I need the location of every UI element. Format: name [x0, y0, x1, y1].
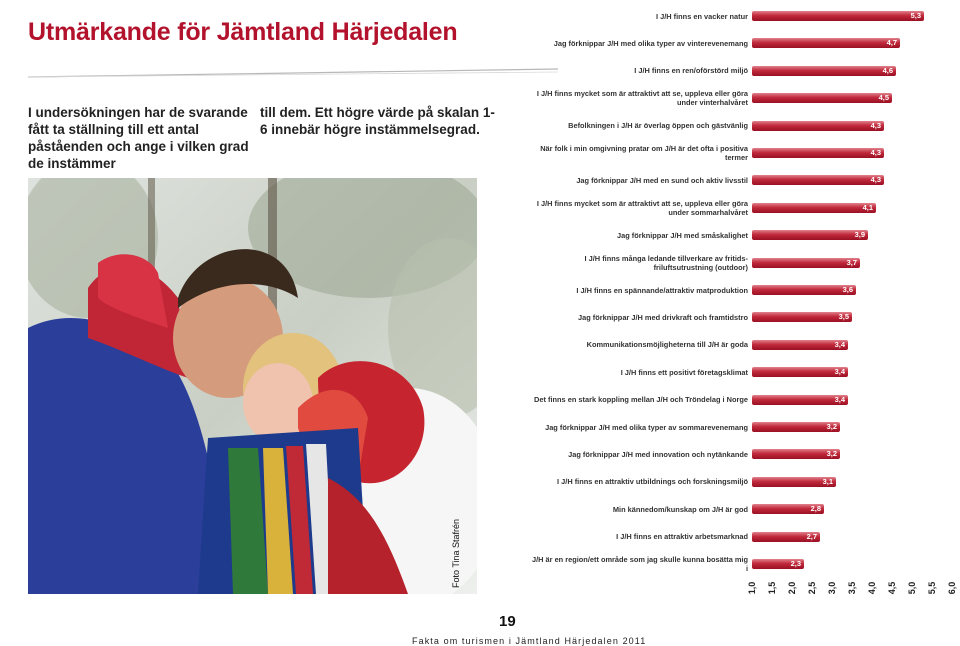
- bar-label: Jag förknippar J/H med olika typer av sommarevenemang: [545, 422, 748, 432]
- intro-text-left: I undersökningen har de svarande fått ta ställning till ett antal påståenden och ange i vilken grad de instämmer: [28, 105, 249, 171]
- x-axis-tick-label: 3,5: [847, 581, 857, 595]
- bar: [752, 285, 856, 295]
- bar-label: Min kännedom/kunskap om J/H är god: [612, 504, 748, 514]
- bar-label: Jag förknippar J/H med drivkraft och framtidstro: [577, 312, 748, 322]
- bar: [752, 148, 884, 158]
- bar: [752, 340, 848, 350]
- bar-value-label: 2,3: [790, 559, 801, 568]
- bar-label: I J/H finns mycket som är attraktivt att se, uppleva eller göra under vinterhalvåret: [536, 89, 748, 108]
- bar-label: Jag förknippar J/H med småskalighet: [616, 230, 748, 240]
- bar-label: J/H är en region/ett område som jag skulle kunna bosätta mig i: [531, 555, 748, 573]
- bar: [752, 422, 840, 432]
- bar-value-label: 4,1: [862, 202, 873, 212]
- bar: [752, 449, 840, 459]
- bar-value-label: 3,5: [838, 312, 849, 322]
- bar-label: I J/H finns en spännande/attraktiv matproduktion: [576, 285, 748, 295]
- bar-label: I J/H finns mycket som är attraktivt att se, uppleva eller göra under sommarhalvåret: [536, 198, 748, 217]
- bar-value-label: 3,4: [834, 339, 845, 349]
- bar-value-label: 3,2: [826, 449, 837, 459]
- bar-label: När folk i min omgivning pratar om J/H är det ofta i positiva termer: [540, 144, 748, 162]
- photo-credit: Foto Tina Stafrén: [451, 518, 461, 588]
- bar-value-label: 3,9: [854, 230, 865, 240]
- title-divider: [28, 68, 558, 78]
- bar-label: I J/H finns en attraktiv utbildnings och forskningsmiljö: [557, 477, 748, 487]
- bar-label: I J/H finns en vacker natur: [655, 11, 748, 21]
- bar-value-label: 2,8: [810, 504, 821, 514]
- x-axis-tick-label: 4,0: [867, 581, 877, 595]
- bar: [752, 93, 892, 103]
- bar: [752, 258, 860, 268]
- bar: [752, 367, 848, 377]
- bar-value-label: 4,5: [878, 93, 889, 103]
- bar-value-label: 4,3: [870, 175, 881, 185]
- intro-text-right: till dem. Ett högre värde på skalan 1-6 innebär högre instämmelsegrad.: [260, 105, 495, 137]
- bar: [752, 11, 924, 21]
- x-axis-tick-label: 2,5: [807, 581, 817, 595]
- bar: [752, 559, 804, 569]
- x-axis-tick-label: 1,0: [747, 581, 757, 595]
- bar-value-label: 4,3: [870, 120, 881, 130]
- bar: [752, 504, 824, 514]
- bar-value-label: 3,6: [842, 285, 853, 294]
- bar-value-label: 4,6: [882, 65, 893, 75]
- bar: [752, 121, 884, 131]
- bar-value-label: 4,3: [870, 148, 881, 157]
- bar-label: Jag förknippar J/H med olika typer av vinterevenemang: [553, 38, 748, 48]
- x-axis-tick-label: 2,0: [787, 581, 797, 595]
- bar: [752, 532, 820, 542]
- bar-label: Kommunikationsmöjligheterna till J/H är goda: [586, 340, 748, 350]
- page-footer: Fakta om turismen i Jämtland Härjedalen 2011: [412, 636, 647, 646]
- bar: [752, 230, 868, 240]
- bar: [752, 312, 852, 322]
- x-axis-tick-label: 1,5: [767, 581, 777, 595]
- x-axis-tick-label: 4,5: [887, 581, 897, 595]
- bar-label: I J/H finns ett positivt företagsklimat: [620, 367, 748, 377]
- bar-value-label: 3,2: [826, 422, 837, 431]
- bar: [752, 203, 876, 213]
- bar: [752, 477, 836, 487]
- bar-label: Jag förknippar J/H med en sund och aktiv livsstil: [576, 175, 748, 185]
- bar-label: Befolkningen i J/H är överlag öppen och gästvänlig: [568, 121, 748, 131]
- bar: [752, 38, 900, 48]
- page-title: Utmärkande för Jämtland Härjedalen: [28, 18, 458, 46]
- bar-label: Det finns en stark koppling mellan J/H och Tröndelag i Norge: [534, 395, 748, 405]
- bar-label: I J/H finns en attraktiv arbetsmarknad: [616, 532, 748, 542]
- bar: [752, 175, 884, 185]
- bar-value-label: 3,1: [822, 476, 833, 486]
- bar-value-label: 5,3: [910, 11, 921, 20]
- bar: [752, 66, 896, 76]
- bar-value-label: 3,4: [834, 394, 845, 404]
- x-axis-tick-label: 5,5: [927, 581, 937, 595]
- page-number: 19: [499, 613, 516, 630]
- x-axis-tick-label: 5,0: [907, 581, 917, 595]
- bar-label: Jag förknippar J/H med innovation och nytänkande: [568, 449, 748, 459]
- bar: [752, 395, 848, 405]
- bar-value-label: 3,4: [834, 367, 845, 377]
- bar-value-label: 2,7: [806, 531, 817, 541]
- bar-label: I J/H finns en ren/oförstörd miljö: [634, 66, 748, 76]
- photo-sami-couple: [28, 178, 477, 594]
- bar-value-label: 3,7: [846, 257, 857, 267]
- bar-label: I J/H finns många ledande tillverkare av fritids-friluftsutrustning (outdoor): [584, 253, 748, 272]
- x-axis-tick-label: 6,0: [947, 581, 957, 595]
- x-axis-tick-label: 3,0: [827, 581, 837, 595]
- bar-value-label: 4,7: [886, 38, 897, 48]
